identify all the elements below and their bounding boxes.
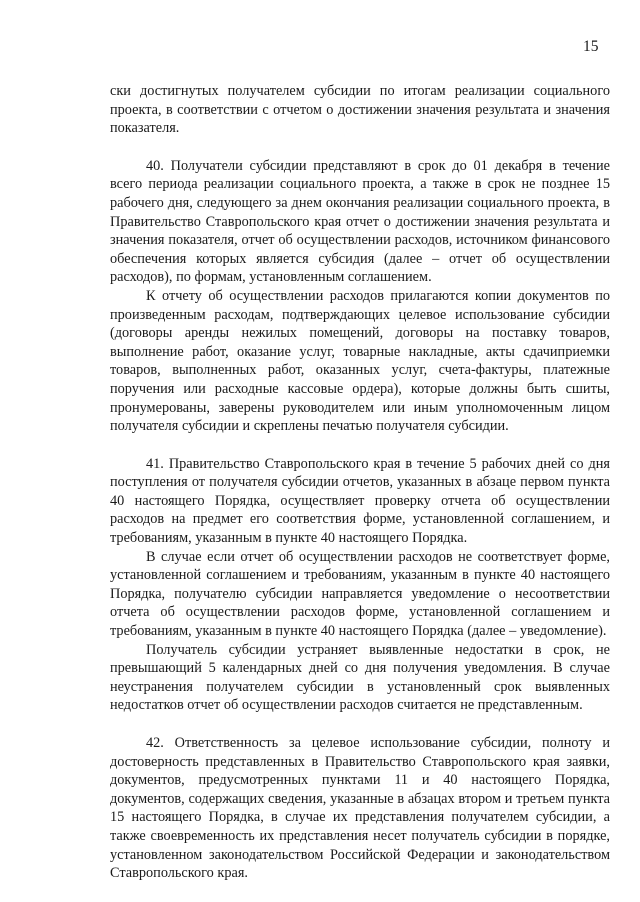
paragraph-gap [110, 715, 610, 734]
paragraph-gap [110, 436, 610, 455]
paragraph-gap [110, 138, 610, 157]
paragraph-item-40-attachments: К отчету об осуществлении расходов прилагаются копии документов по произведенным расходам, подтверждающих целевое использование субсидии (договоры аренды нежилых помещений, договоры на поставку товаров, выполнение работ, оказание услуг, товарные накладные, акты сдачиприемки товаров, выполненных работ, оказанных услуг, счета-фактуры, платежные поручения или расходные кассовые ордера), которые должны быть сшиты, пронумерованы, заверены руководителем или иным уполномоченным лицом получателя субсидии и скреплены печатью получателя субсидии. [110, 287, 610, 435]
paragraph-item-40: 40. Получатели субсидии представляют в срок до 01 декабря в течение всего периода реализации социального проекта, а также в срок не позднее 15 рабочего дня, следующего за днем окончания реализации социального проекта, в Правительство Ставропольского края отчет о достижении значения результата и значения показателя, отчет об осуществлении расходов, источником финансового обеспечения которых является субсидия (далее – отчет об осуществлении расходов), по формам, установленным соглашением. [110, 157, 610, 286]
paragraph-item-41: 41. Правительство Ставропольского края в течение 5 рабочих дней со дня поступления от получателя субсидии отчетов, указанных в абзаце первом пункта 40 настоящего Порядка, осуществляет проверку отчета об осуществлении расходов на предмет его соответствия форме, установленной соглашением, и требованиям, указанным в пункте 40 настоящего Порядка. [110, 455, 610, 547]
paragraph-item-41-correction: Получатель субсидии устраняет выявленные недостатки в срок, не превышающий 5 календарных дней со дня получения уведомления. В случае неустранения получателем субсидии в установленный срок выявленных недостатков отчет об осуществлении расходов считается не представленным. [110, 641, 610, 714]
page-number: 15 [583, 38, 599, 55]
paragraph-item-42: 42. Ответственность за целевое использование субсидии, полноту и достоверность представленных в Правительство Ставропольского края заявки, документов, предусмотренных пунктами 11 и 40 настоящего Порядка, документов, содержащих сведения, указанные в абзацах втором и третьем пункта 15 настоящего Порядка, в случае их представления получателем субсидии, а также своевременность их представления несет получатель субсидии в порядке, установленном законодательством Российской Федерации и законодательством Ставропольского края. [110, 735, 610, 882]
paragraph-item-41-notice: В случае если отчет об осуществлении расходов не соответствует форме, установленной соглашением и требованиям, указанным в пункте 40 настоящего Порядка, получателю субсидии направляется уведомление о несоответствии отчета об осуществлении расходов форме, установленной соглашением и требованиям, указанным в пункте 40 настоящего Порядка (далее – уведомление). [110, 548, 610, 640]
document-body [110, 82, 610, 883]
paragraph-continuation: ски достигнутых получателем субсидии по итогам реализации социального проекта, в соответствии с отчетом о достижении значения результата и значения показателя. [110, 83, 610, 137]
